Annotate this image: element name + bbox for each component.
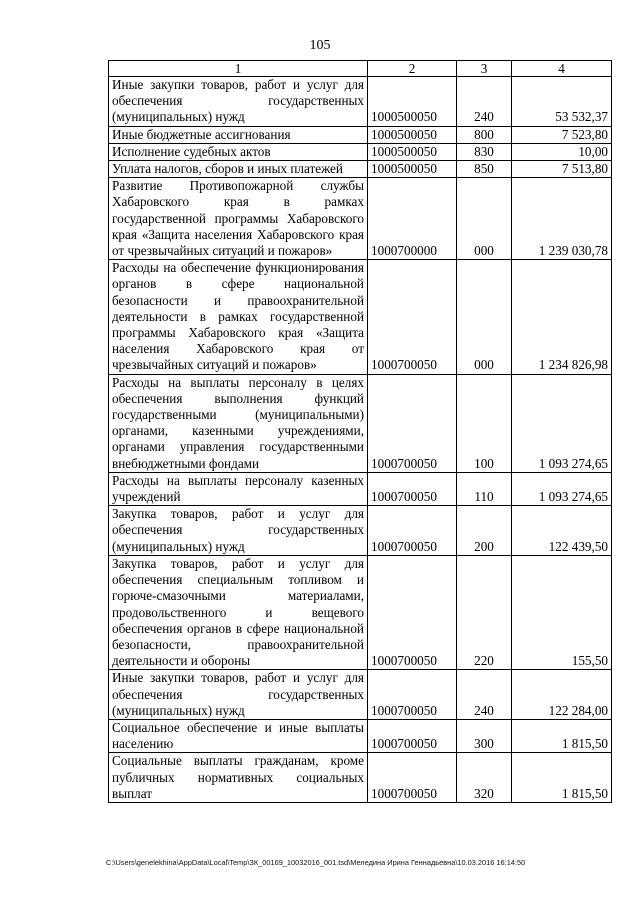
row-code-cell: 1000500050 (368, 143, 457, 160)
row-code-cell: 1000700050 (368, 506, 457, 556)
row-name-cell: Социальное обеспечение и иные выплаты населению (109, 719, 368, 752)
page-number: 105 (309, 38, 331, 53)
table-row (109, 126, 612, 143)
row-type-cell: 850 (457, 161, 512, 178)
row-code-cell: 1000500050 (368, 161, 457, 178)
column-header-2: 2 (368, 61, 457, 77)
row-code-cell: 1000700050 (368, 374, 457, 472)
table-row (109, 77, 612, 127)
table-row (109, 506, 612, 556)
row-amount-cell: 122 439,50 (512, 506, 612, 556)
table-header (109, 61, 612, 77)
row-name-cell: Закупка товаров, работ и услуг для обеспечения государственных (муниципальных) нужд (109, 506, 368, 556)
row-type-cell: 110 (457, 472, 512, 505)
table-body (109, 77, 612, 803)
row-type-cell: 000 (457, 178, 512, 260)
row-code-cell: 1000700000 (368, 178, 457, 260)
row-code-cell: 1000700050 (368, 472, 457, 505)
table-row (109, 472, 612, 505)
footer-path: C:\Users\genelekhina\AppData\Local\Temp\ЗК_00169_10032016_001.tsd\Меледина Ирина Геннадьевна\10.03.2016 16:14:50 (106, 858, 526, 867)
row-type-cell: 100 (457, 374, 512, 472)
row-type-cell: 240 (457, 77, 512, 127)
row-amount-cell: 10,00 (512, 143, 612, 160)
table-row (109, 143, 612, 160)
table-row (109, 161, 612, 178)
row-name-cell: Исполнение судебных актов (109, 143, 368, 160)
table-row (109, 719, 612, 752)
table-row (109, 178, 612, 260)
row-amount-cell: 1 815,50 (512, 719, 612, 752)
column-header-3: 3 (457, 61, 512, 77)
table-row (109, 753, 612, 803)
row-name-cell: Расходы на выплаты персоналу в целях обеспечения выполнения функций государственными (муниципальными) органами, казенными учреждениями, органами управления государственными внебюджетными фондами (109, 374, 368, 472)
table-row (109, 374, 612, 472)
row-name-cell: Развитие Противопожарной службы Хабаровского края в рамках государственной программы Хабаровского края «Защита населения Хабаровского края от чрезвычайных ситуаций и пожаров» (109, 178, 368, 260)
column-header-4: 4 (512, 61, 612, 77)
row-amount-cell: 1 093 274,65 (512, 374, 612, 472)
row-name-cell: Иные бюджетные ассигнования (109, 126, 368, 143)
row-name-cell: Иные закупки товаров, работ и услуг для обеспечения государственных (муниципальных) нужд (109, 77, 368, 127)
table-row (109, 555, 612, 669)
row-type-cell: 240 (457, 670, 512, 720)
row-amount-cell: 1 093 274,65 (512, 472, 612, 505)
column-header-1: 1 (109, 61, 368, 77)
row-type-cell: 830 (457, 143, 512, 160)
header-row (109, 61, 612, 77)
row-name-cell: Иные закупки товаров, работ и услуг для обеспечения государственных (муниципальных) нужд (109, 670, 368, 720)
budget-table (108, 60, 612, 803)
row-amount-cell: 1 234 826,98 (512, 260, 612, 374)
row-code-cell: 1000500050 (368, 77, 457, 127)
table-row (109, 670, 612, 720)
row-code-cell: 1000700050 (368, 260, 457, 374)
table-row (109, 260, 612, 374)
row-type-cell: 300 (457, 719, 512, 752)
row-amount-cell: 53 532,37 (512, 77, 612, 127)
row-code-cell: 1000700050 (368, 753, 457, 803)
row-type-cell: 220 (457, 555, 512, 669)
row-amount-cell: 155,50 (512, 555, 612, 669)
row-amount-cell: 1 815,50 (512, 753, 612, 803)
row-type-cell: 320 (457, 753, 512, 803)
row-amount-cell: 122 284,00 (512, 670, 612, 720)
row-type-cell: 800 (457, 126, 512, 143)
row-amount-cell: 7 513,80 (512, 161, 612, 178)
row-code-cell: 1000700050 (368, 555, 457, 669)
row-code-cell: 1000700050 (368, 719, 457, 752)
row-name-cell: Расходы на выплаты персоналу казенных учреждений (109, 472, 368, 505)
row-name-cell: Уплата налогов, сборов и иных платежей (109, 161, 368, 178)
row-amount-cell: 1 239 030,78 (512, 178, 612, 260)
row-amount-cell: 7 523,80 (512, 126, 612, 143)
row-name-cell: Закупка товаров, работ и услуг для обеспечения специальным топливом и горюче-смазочными материалами, продовольственного и вещевого обеспечения органов в сфере национальной безопасности, правоохранительной деятельности и обороны (109, 555, 368, 669)
row-type-cell: 200 (457, 506, 512, 556)
row-name-cell: Социальные выплаты гражданам, кроме публичных нормативных социальных выплат (109, 753, 368, 803)
row-name-cell: Расходы на обеспечение функционирования органов в сфере национальной безопасности и правоохранительной деятельности в рамках государственной программы Хабаровского края «Защита населения Хабаровского края от чрезвычайных ситуаций и пожаров» (109, 260, 368, 374)
row-type-cell: 000 (457, 260, 512, 374)
row-code-cell: 1000500050 (368, 126, 457, 143)
row-code-cell: 1000700050 (368, 670, 457, 720)
